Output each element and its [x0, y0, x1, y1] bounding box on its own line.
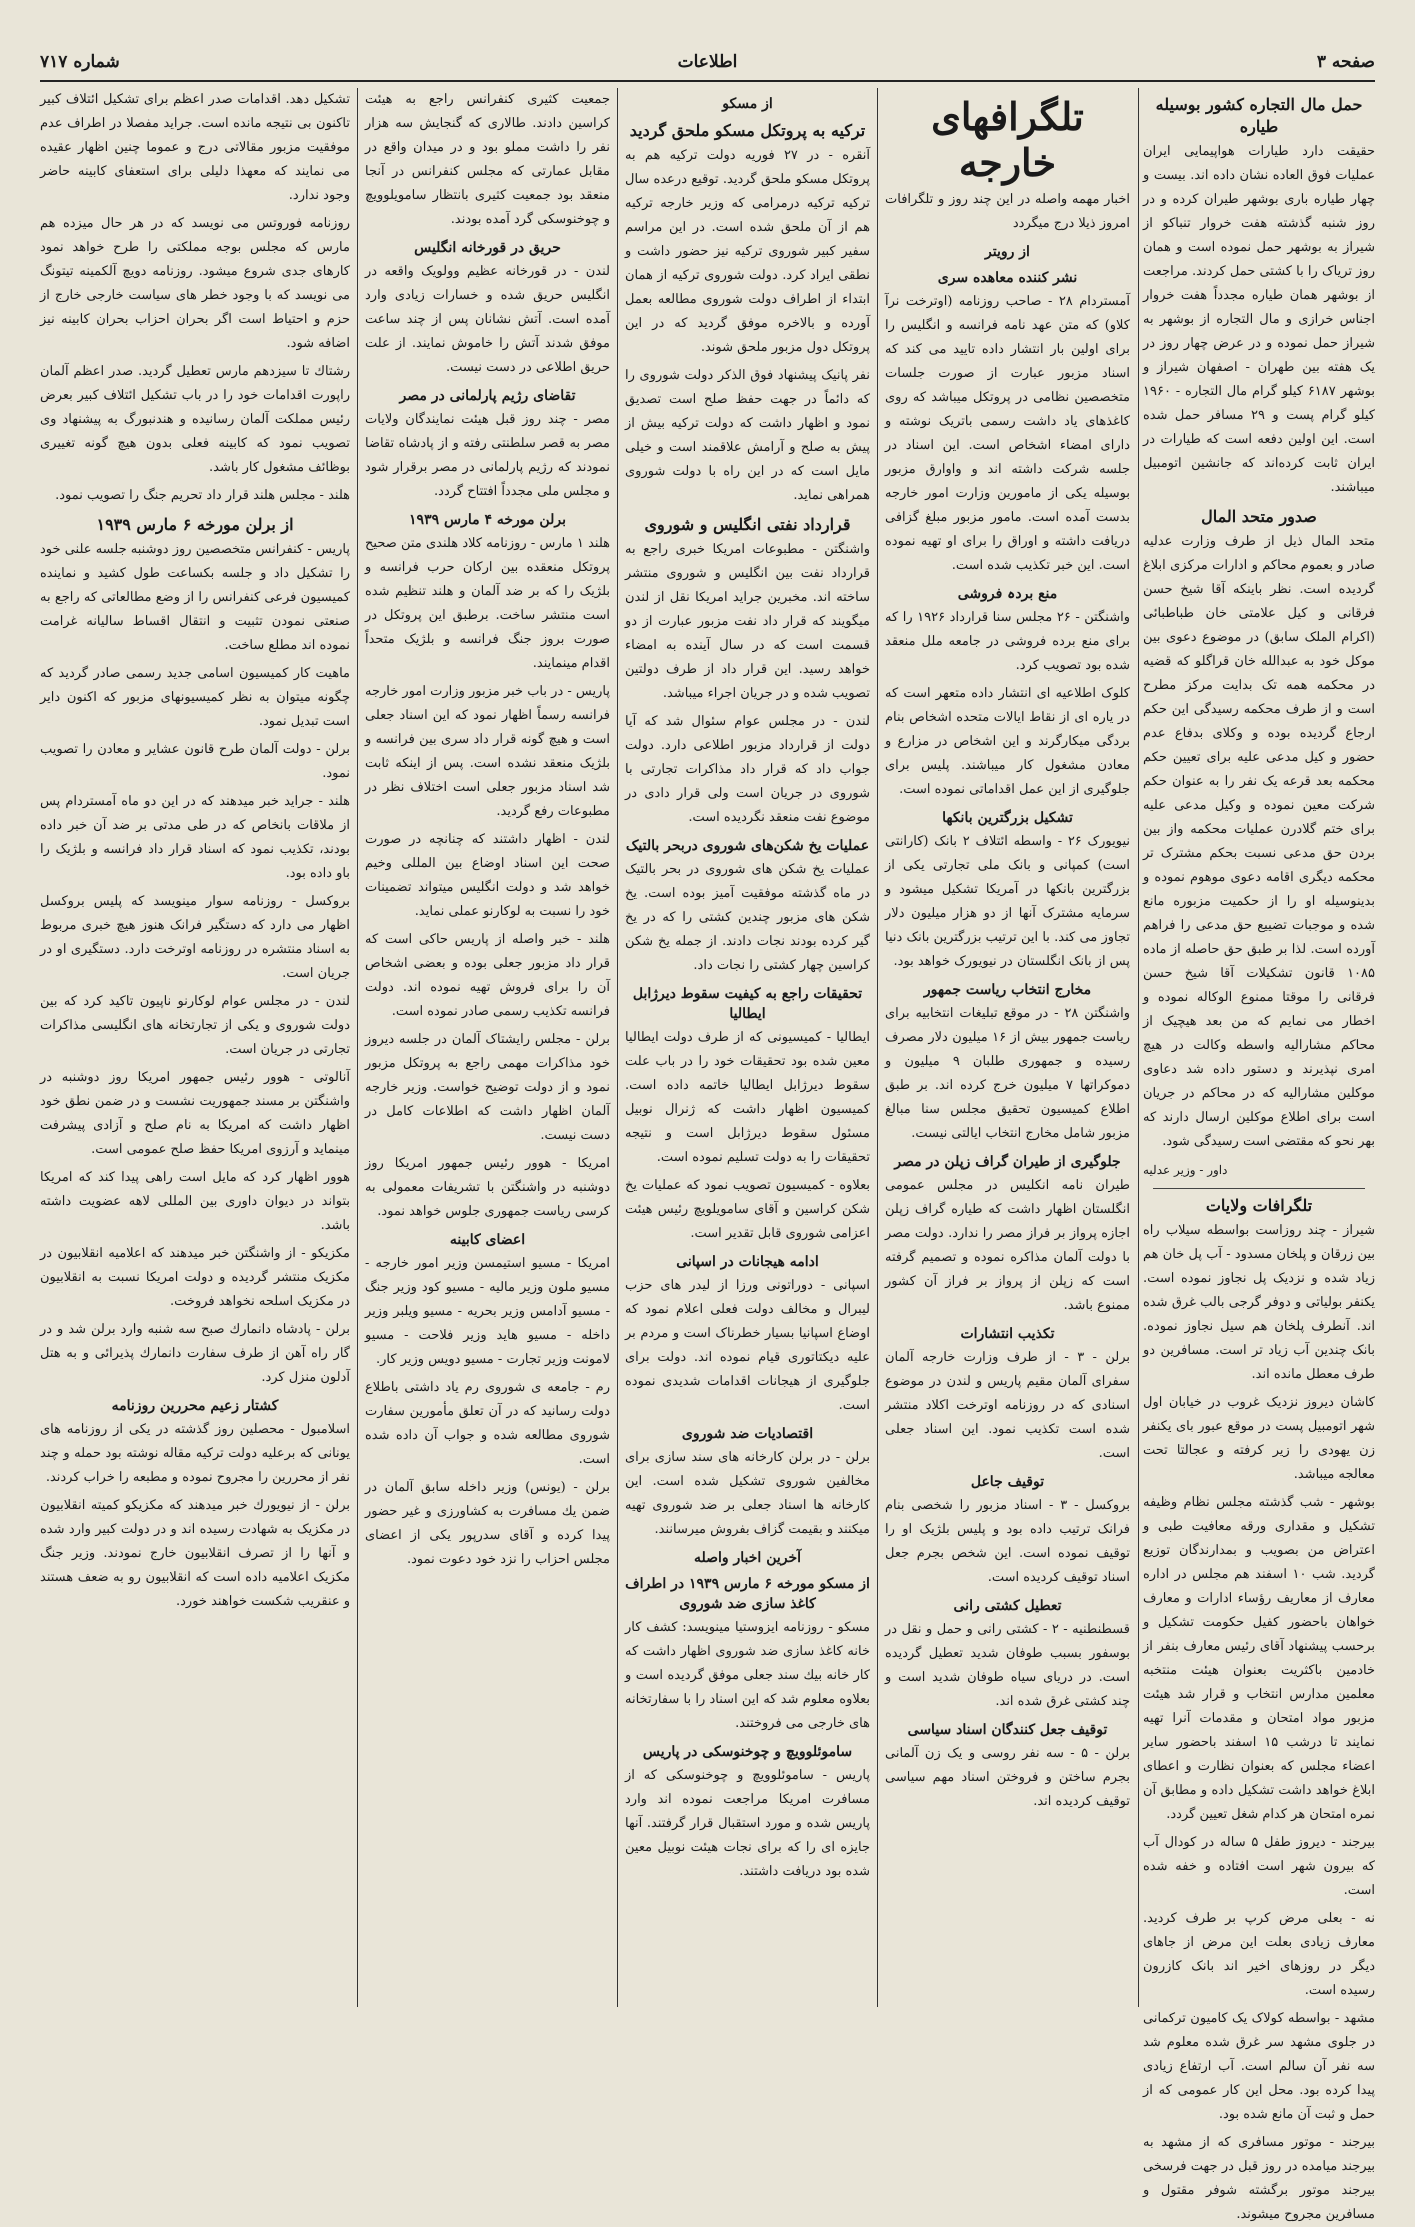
headline: کشتار زعیم محررین روزنامه: [111, 1398, 279, 1414]
headline: تشکیل بزرگترین بانکها: [942, 810, 1073, 826]
article-text: حقیقت دارد طیارات هواپیمایی ایران عملیات فوق العاده نشان داده اند. بیست و چهار طیاره باری بوشهر طیران کرده و در روز شنبه گذشته هفت خروار تنباکو از شیراز به بوشهر حمل نموده است و همان روز تریاک را با کشتی حمل کردند. مراجعت از بوشهر همان طیاره مجدداً هفت خروار اجناس خرازی و مال التجاره از بوشهر به شیراز حمل نموده و در عرض چهار روز در یک هفته بین طهران - اصفهان شیراز و بوشهر ۶۱۸۷ کیلو گرام مال التجاره - ۱۹۶۰ کیلو گرام پست و ۲۹ مسافر حمل شده است. این اولین دفعه است که طیارات در ایران ثابت کرده‌اند که جانشین اتومبیل میباشند.: [1143, 144, 1375, 495]
headline: ادامه هیجانات در اسپانی: [676, 1254, 819, 1270]
article-text: کاشان دیروز نزدیک غروب در خیابان اول شهر اتومبیل پست در موقع عبور بای یکنفر زن یهودی را زیر کرفته و عجالتا تحت معالجه میباشد.: [1143, 1395, 1375, 1482]
article-text: بروکسل - ۳ - اسناد مزبور را شخصی بنام فرانک ترتیب داده بود و پلیس بلژیک او را توقیف نموده است. این شخص بجرم جعل اسناد توقیف کردیده است.: [885, 1498, 1131, 1585]
article-text: هلند - مجلس هلند قرار داد تحریم جنگ را تصویب نمود.: [55, 488, 350, 503]
headline: جلوگیری از طیران گراف زپلن در مصر: [894, 1154, 1121, 1170]
article-text: بوشهر - شب گذشته مجلس نظام وظیفه تشکیل و مقداری ورقه معافیت طبی و اعتراض من بصویب و بمدارندگان توزیع گردید. شب ۱۰ اسفند هم مجلس در اداره معارف از معاریف رؤساء ادارات و معارف خواهان باحضور کفیل حکومت تشکیل و برحسب پیشنهاد آقای رئیس معارف بنفر از خادمین باکثریت بعنوان هیئت منتخبه معلمین مدارس انتخاب و قرار شد هیئت مزبور مواد امتحان و مقدمات آنرا تهیه نمایند تا درشب ۱۵ اسفند باحضور سایر اعضاء مجلس که بعنوان نظارت و اعطای ابلاغ خواهد داشت تشکیل داده و مطابق آن نمره امتحان هر کدام شغل تعیین گردد.: [1143, 1495, 1375, 1822]
article-text: رشتاك تا سیزدهم مارس تعطیل گردید. صدر اعظم آلمان راپورت اقدامات خود را در باب تشکیل ائتلاف کبیر بعرض رئیس مملکت آلمان رسانیده و هندنبورگ به پیشنهاد وی تصویب نمود که کابینه فعلی بدون هیچ گونه تغییری بوظائف مشغول کار باشد.: [40, 364, 350, 475]
article-text: بیرجند - دیروز طفل ۵ ساله در کودال آب که بیرون شهر است افتاده و خفه شده است.: [1143, 1835, 1376, 1898]
article-text: بروکسل - روزنامه سوار مینویسد که پلیس بروکسل اظهار می دارد که دستگیر فرانک هنوز هیچ خبری مربوط به اسناد منتشره در روزنامه اوترخت دارد. دستگیری او در جریان است.: [40, 894, 350, 981]
headline: اقتصادیات ضد شوروی: [681, 1426, 814, 1442]
column-3: [625, 88, 870, 2007]
article-text: اسلامبول - محصلین روز گذشته در یکی از روزنامه های یونانی که برعلیه دولت ترکیه مقاله نوشته بود حمله و چند نفر از محررین را مجروح نموده و مطبعه را خراب کردند.: [40, 1422, 350, 1485]
article-text: آنالوتی - هوور رئیس جمهور امریکا روز دوشنبه در واشنگتن بر مسند جمهوریت نشست و در ضمن نطق خود اظهار داشت که امریکا به نام صلح و آزادی پیشرفت مینماید و آرزوی امریکا حفظ صلح عمومی است.: [40, 1070, 350, 1157]
article-text: برلن - مجلس رایشتاک آلمان در جلسه دیروز خود مذاکرات مهمی راجع به پروتکل مزبور نمود و از دولت توضیح خواست. وزیر خارجه آلمان اظهار داشت که اطلاعات کامل در دست نیست.: [365, 1032, 610, 1143]
headline: ساموئلوویچ و چوخنوسکی در پاریس: [642, 1744, 853, 1760]
article-text: پاریس - ساموئلوویچ و چوخنوسکی که از مسافرت امریکا مراجعت نموده اند وارد پاریس شده و مورد استقبال قرار گرفتند. آنها جایزه ای را که برای نجات هیئت نوبیل معین شده بود دریافت داشتند.: [625, 1768, 870, 1879]
article-text: برلن - پادشاه دانمارك صبح سه شنبه وارد برلن شد و در گار راه آهن از طرف سفارت دانمارك پذیرائی و به هتل آدلون منزل کرد.: [40, 1322, 350, 1385]
column-rule: [877, 88, 878, 2007]
article-text: برلن - ۳ - از طرف وزارت خارجه آلمان سفرای آلمان مقیم پاریس و لندن در موضوع اسنادی که در روزنامه اوترخت اکلاد منتشر شده است تکذیب نمود. این اسناد جعلی است.: [885, 1350, 1130, 1461]
article-text: واشنگتن - مطبوعات امریکا خبری راجع به قرارداد نفت بین انگلیس و شوروی منتشر ساخته اند. مخبرین جراید امریکا نقل از لندن میگویند که قرار داد نفت مزبور عبارت از دو قسمت است که در سال آینده به امضاء خواهد رسید. این قرار داد از طرف دولتین تصویب شده و در جریان اجراء میباشد.: [625, 542, 870, 701]
article-text: آنقره - در ۲۷ فوریه دولت ترکیه هم به پروتکل مسکو ملحق گردید. توقیع درعده سال ترکیه ترکیه درمرامی که وزیر خارجه ترکیه هم از آن ملحق شده است. در این مراسم سفیر کبیر شوروی ترکیه نیز حضور داشت و نطقی ایراد کرد. دولت شوروی ترکیه از همان ابتداء از اطراف دولت شوروی مطالعه بعمل آورده و بالاخره موفق گردید که در این پروتکل دول مزبور ملحق شوند.: [625, 148, 871, 355]
section-label: از مسکو: [722, 96, 773, 112]
article-text: برلن - (یونس) وزیر داخله سابق آلمان در ضمن یك مسافرت به کشاورزی و غیر حضور پیدا کرده و آقای سدرپور یکی از اعضای مجلس احزاب را نزد خود دعوت نمود.: [365, 1480, 610, 1567]
paper-name: اطلاعات: [677, 52, 738, 72]
headline: مخارج انتخاب ریاست جمهور: [923, 982, 1092, 998]
article-text: واشنگتن ۲۸ - در موقع تبلیغات انتخابیه برای ریاست جمهور بیش از ۱۶ میلیون دلار مصرف رسیده و جمهوری طلبان ۹ میلیون و دموکراتها ۷ میلیون خرج کرده اند. بر طبق اطلاع کمیسیون تحقیق مجلس سنا مبالغ مزبور شامل مخارج انتخاب ایالتی نیست.: [885, 1006, 1130, 1141]
headline: حریق در قورخانه انگلیس: [414, 240, 561, 256]
article-text: هلند - خبر واصله از پاریس حاکی است که قرار داد مزبور جعلی بوده و بعضی اشخاص آن را برای فروش تهیه نموده اند. دولت فرانسه تکذیب رسمی صادر نموده است.: [365, 932, 610, 1019]
column-5: [40, 88, 350, 2007]
article-text: امریکا - هوور رئیس جمهور امریکا روز دوشنبه در واشنگتن با تشریفات معمولی به کرسی ریاست جمهوری جلوس خواهد نمود.: [365, 1156, 610, 1219]
issue-number: شماره ۷۱۷: [40, 52, 120, 72]
headline: ترکیه به پروتکل مسکو ملحق گردید: [629, 121, 866, 140]
article-text: هلند - جراید خبر میدهند که در این دو ماه آمستردام پس از ملاقات بانخاص که در طی مدتی بر ضد آن خبر داده بودند، تکذیب نمود که اسناد قرار داد فرانسه و بلژیک را باو داده بود.: [40, 794, 350, 881]
column-4: [365, 88, 610, 2007]
masthead: [40, 48, 1375, 82]
headline: برلن مورخه ۴ مارس ۱۹۳۹: [409, 512, 566, 528]
article-text: واشنگتن - ۲۶ مجلس سنا قرارداد ۱۹۲۶ را که برای منع برده فروشی در جامعه ملل منعقد شده بود تصویب کرد.: [885, 610, 1130, 673]
article-text: طیران نامه انکلیس در مجلس عمومی انگلستان اظهار داشت که طیاره گراف زپلن اجازه پرواز بر فراز مصر را ندارد. دولت مصر با دولت آلمان مذاکره نموده و تصمیم گرفته است که زپلن از پرواز بر فراز آن کشور ممنوع باشد.: [885, 1178, 1130, 1313]
article-text: برلن - دولت آلمان طرح قانون عشایر و معادن را تصویب نمود.: [40, 742, 350, 781]
article-text: متحد المال ذیل از طرف وزارت عدلیه صادر و بعموم محاکم و ادارات مرکزی ابلاغ گردیده است. نظر باینکه آقا شیخ حسن فرقانی و کیل علامتی خان طباطبائی (اکرام الملک سابق) در موضوع دعوی بین موکل خود به عبدالله خان قراگلو که قضیه در محکمه همه تک بدایت مرکز مطرح است و از طرف محکمه رسیدگی این حکم ارجاع گردیده بوده و وکلای بدفاع عدم حضور و کیل مدعی علیه برای تعیین حکم محکمه بعد قرعه یک نفر را به عنوان حکم شرکت معین نموده و وکیل مدعی علیه برای ختم گلادرن عملیات محکمه واز بین بردن حق مدعی نسبت بحکم مشترک تر محکمه دیگری اقامه دعوی موهوم نموده و بدینوسیله او را از حکمیت مزبوره مانع شده و موجبات تضییع حق مدعی را فراهم آورده است. لذا بر طبق حق حاصله از ماده ۱۰۸۵ قانون تشکیلات آقا شیخ حسن فرقانی را موقتا ممنوع الوکاله نموده و اخطار می نمایم که من بعد هیچیک از محاکم مشارالیه واسطه وکالت در هیچ امری نپذیرند و دستور داده شد دعاوی موکلین مشارالیه که در محاکم در جریان است برای اطلاع موکلین ارسال دارند که بهر نحو که مقتضی است رسیدگی شود.: [1143, 534, 1375, 1149]
column-1: [1143, 88, 1376, 2222]
article-text: اسپانی - دوراتونی ورزا از لیدر های حزب لیبرال و مخالف دولت فعلی اعلام نمود که اوضاع اسپانیا بسیار خطرناک است و مردم بر علیه دیکتاتوری قیام نموده اند. دولت برای جلوگیری از هیجانات اقدامات شدیدی نموده است.: [625, 1278, 870, 1413]
article-text: عملیات یخ شکن های شوروی در بحر بالتیک در ماه گذشته موفقیت آمیز بوده است. یخ شکن های مزبور چندین کشتی را که در یخ گیر کرده بودند نجات دادند. از جمله یخ شکن کراسین چهار کشتی را نجات داد.: [625, 862, 870, 973]
headline: حمل مال التجاره کشور بوسیله طیاره: [1155, 95, 1363, 136]
column-rule: [617, 88, 618, 2007]
article-text: امریکا - مسیو استیمسن وزیر امور خارجه - مسیو ملون وزیر مالیه - مسیو کود وزیر جنگ - مسیو آدامس وزیر بحریه - مسیو ویلبر وزیر داخله - مسیو هاید وزیر فلاحت - مسیو لامونت وزیر تجارت - مسیو دویس وزیر کار.: [365, 1256, 610, 1367]
article-text: مکزیکو - از واشنگتن خبر میدهند که اعلامیه انقلابیون در مکزیک منتشر گردیده و دولت امریکا نسبت به انقلابیون در مکزیک اسلحه نخواهد فروخت.: [40, 1246, 350, 1309]
article-text: لندن - در قورخانه عظیم وولویک واقعه در انگلیس حریق شده و خسارات زیادی وارد آمده است. آتش نشانان پس از چند ساعت موفق شدند آتش را خاموش نمایند. از علت حریق اطلاعی در دست نیست.: [365, 264, 610, 375]
divider: [1153, 1188, 1365, 1189]
article-text: ایطالیا - کمیسیونی که از طرف دولت ایطالیا معین شده بود تحقیقات خود را در باب علت سقوط دیرژابل ایطالیا خاتمه داده است. کمیسیون اظهار داشت که ژنرال نوبیل مسئول سقوط دیرژابل است و نتیجه تحقیقات را به دولت تسلیم نموده است.: [625, 1030, 870, 1165]
headline: تعطیل کشتی رانی: [953, 1598, 1062, 1614]
signature: داور - وزیر عدلیه: [1143, 1163, 1228, 1177]
article-text: بعلاوه - کمیسیون تصویب نمود که عملیات یخ شکن کراسین و آقای سامویلویچ رئیس هیئت اعزامی شوروی قابل تقدیر است.: [625, 1178, 870, 1241]
headline: تحقیقات راجع به کیفیت سقوط دیرژابل ایطالیا: [632, 986, 863, 1022]
article-text: لندن - اظهار داشتند که چنانچه در صورت صحت این اسناد اوضاع بین المللی وخیم خواهد شد و دولت انگلیس میتواند تضمینات خود را نسبت به لوکارنو عملی نماید.: [365, 832, 610, 919]
headline: تقاضای رژیم پارلمانی در مصر: [399, 388, 576, 404]
headline: قرارداد نفتی انگلیس و شوروی: [644, 515, 851, 534]
headline: منع بردہ فروشی: [957, 586, 1058, 602]
article-text: هلند ۱ مارس - روزنامه کلاد هلندی متن صحیح پروتکل منعقده بین ارکان حرب فرانسه و بلژیک را که بر ضد آلمان و هلند تنظیم شده است منتشر ساخت. برطبق این پروتکل در صورت بروز جنگ فرانسه و بلژیک متحداً اقدام مینمایند.: [365, 536, 610, 671]
source-label: از رویتر: [985, 244, 1030, 260]
article-text: روزنامه فوروتس می نویسد که در هر حال میزده هم مارس که مجلس بوجه مملکتی را طرح خواهد نمود کارهای جدی شروع میشود. روزنامه دویچ آلکمینه تیتونگ می نویسد که با وجود خطر های سیاست خارجی خارج از حزم و احتیاط است اگر بحران احزاب بحران کابینه نیز اضافه شود.: [40, 216, 350, 351]
article-text: آمستردام ۲۸ - صاحب روزنامه (اوترخت نرآ کلاو) که متن عهد نامه فرانسه و انگلیس را برای اولین بار انتشار داده تایید می کند که اسناد مزبور عبارت از صورت جلسات متخصصین نظامی در پروتکل میباشد که روی کاغذهای یاد داشت رسمی باتریک نوشته و دارای امضاء اشخاص است. این اسناد در جلسه شرکت داشته اند و واوارق مزبور بوسیله یکی از مامورین وزارت امور خارجه بدست آمده است. مامور مزبور مبلغ گزافی دریافت داشته و اوراق را برای او تهیه نموده است. این خبر تکذیب شده است.: [885, 294, 1130, 573]
article-text: ماهیت کار کمیسیون اسامی جدید رسمی صادر گردید که چگونه میتوان به نظر کمیسیونهای مزبور که اکنون دایر است تبدیل نمود.: [40, 666, 350, 729]
article-text: اخبار مهمه واصله در این چند روز و تلگرافات امروز ذیلا درج میگردد: [885, 192, 1130, 231]
article-text: پاریس - در باب خبر مزبور وزارت امور خارجه فرانسه رسماً اظهار نمود که این اسناد جعلی است و هیچ گونه قرار داد سری بین فرانسه و بلژیک منعقد نشده است. پس از اینکه ثابت شد اسناد مزبور جعلی است اختلاف نظر در مطبوعات رفع گردید.: [365, 684, 610, 819]
headline: اعضای کابینه: [449, 1232, 526, 1248]
headline: توقیف جعل کنندگان اسناد سیاسی: [907, 1722, 1108, 1738]
article-text: کلوک اطلاعیه ای انتشار داده متعهر است که در یاره ای از نقاط ایالات متحده اشخاص بنام بردگی میکارگرند و این اشخاص در مزارع و معادن مشغول کار میباشند. پلیس برای جلوگیری از این عمل اقداماتی نموده است.: [885, 686, 1130, 797]
column-rule: [1138, 88, 1139, 2007]
article-text: مصر - چند روز قبل هیئت نمایندگان ولایات مصر به قصر سلطنتی رفته و از پادشاه تقاضا نمودند که رژیم پارلمانی در مصر برقرار شود و مجلس ملی مجدداً افتتاح گردد.: [365, 412, 610, 499]
headline: صدور متحد المال: [1201, 507, 1317, 526]
article-text: رم - جامعه ی شوروی رم یاد داشتی باطلاع دولت رسانید که در آن تعلق مأمورین سفارت شوروی مطالعه شده و جواب آن داده شده است.: [365, 1380, 610, 1467]
headline: توقیف جاعل: [970, 1474, 1045, 1490]
page-number: صفحه ۳: [1316, 52, 1375, 72]
article-text: هوور اظهار کرد که مایل است راهی پیدا کند که امریکا بتواند در دیوان داوری بین المللی لاهه عضویت داشته باشد.: [40, 1170, 350, 1233]
article-text: بیرجند - موتور مسافری که از مشهد به بیرجند میامده در روز قبل در جهت فرسخی بیرجند موتور برگشته شوفر مقتول و مسافرین مجروح میشوند.: [1143, 2135, 1375, 2222]
article-text: لندن - در مجلس عوام لوکارنو ناپیون تاکید کرد که بین دولت شوروی و یکی از تجارتخانه های انگلیسی مذاکرات تجارتی در جریان است.: [40, 994, 350, 1057]
headline: تلگرافات ولایات: [1205, 1196, 1313, 1215]
article-text: لندن - در مجلس عوام سئوال شد که آیا دولت از قرارداد مزبور اطلاعی دارد. دولت جواب داد که قرار داد مذاکرات تجارتی با شوروی در جریان است ولی قرار دادی در موضوع نفت منعقد نگردیده است.: [625, 714, 870, 825]
column-rule: [357, 88, 358, 2007]
headline: نشر کننده معاهده سری: [937, 270, 1078, 286]
article-text: برلن - از نیویورك خبر میدهند که مکزیکو کمیته انقلابیون در مکزیک به شهادت رسیده اند و در دولت کبیر وارد شده و آنها را از تصرف انقلابیون خارج نمودند. وزیر جنگ مکزیک اعلامیه داده است که انقلابیون رو به ضعف هستند و عنقریب شکست خواهند خورد.: [40, 1498, 350, 1609]
article-text: مسکو - روزنامه ایزوستیا مینویسد: کشف کار خانه کاغذ سازی ضد شوروی اظهار داشت که کار خانه بیك سند جعلی موفق گردیده است و بعلاوه معلوم شد که این اسناد را با سفارتخانه های خارجی می فروختند.: [625, 1620, 870, 1731]
headline: تکذیب انتشارات: [960, 1326, 1055, 1342]
headline: از برلن مورخه ۶ مارس ۱۹۳۹: [96, 515, 294, 534]
article-text: پاریس - کنفرانس متخصصین روز دوشنبه جلسه علنی خود را تشکیل داد و جلسه بکساعت طول کشید و نماینده کمیسیون فرعی کنفرانس را از وضع مطالعاتی که راجع به صنعتی نمودن تثبیت و انتقال اقساط سالیانه غرامت نموده اند مطلع ساخت.: [40, 542, 350, 653]
headline: عملیات یخ شکن‌های شوروی دربحر بالتیک: [625, 838, 870, 854]
article-text: برلن - در برلن کارخانه های سند سازی برای مخالفین شوروی تشکیل شده است. این کارخانه ها اسناد جعلی بر ضد شوروی تهیه میکنند و بقیمت گزاف بفروش میرسانند.: [625, 1450, 870, 1537]
article-text: نه - بعلی مرض کرپ بر طرف کردید. معارف زیادی بعلت این مرض از جاهای دیگر در روزهای اخیر اند بانک کازرون رسیده است.: [1143, 1911, 1375, 1998]
column-2: [885, 88, 1130, 2007]
section-title: تلگرافهای خارجه: [931, 94, 1084, 185]
article-text: قسطنطنیه - ۲ - کشتی رانی و حمل و نقل در بوسفور بسبب طوفان شدید تعطیل گردیده است. در دریای سیاه طوفان شدید است و چند کشتی غرق شده اند.: [885, 1622, 1130, 1709]
article-text: جمعیت کثیری کنفرانس راجع به هیئت کراسین دادند. طالاری که گنجایش سه هزار نفر را داشت مملو بود و در میدان واقع در مقابل عمارتی که مجلس کنفرانس در آنجا منعقد بود جمعیت کثیری بانتظار سامویلوویچ و چوخنوسکی گرد آمده بودند.: [365, 92, 610, 227]
article-text: برلن - ۵ - سه نفر روسی و یک زن آلمانی بجرم ساختن و فروختن اسناد مهم سیاسی توقیف کردیده اند.: [885, 1746, 1130, 1809]
article-text: مشهد - بواسطه کولاک یک کامیون ترکمانی در جلوی مشهد سر غرق شده معلوم شد سه نفر آن سالم است. آب ارتفاع زیادی پیدا کرده بود. محل این کار عمومی که از حمل و ثبت آن مانع شده بود.: [1143, 2011, 1375, 2122]
article-text: شیراز - چند روزاست بواسطه سیلاب راه بین زرقان و پلخان مسدود - آب پل خان هم زیاد شده و نزدیک پل نجاوز نموده است. یکنفر بولیاتی و دوفر گرجی بالب غرق شده اند. آنطرف پلخان هم سیل نجاوز نموده. بانک چندین آب زیاد تر است. مسافرین دو طرف معطل مانده اند.: [1143, 1223, 1375, 1382]
article-text: نفر پانیک پیشنهاد فوق الذکر دولت شوروی را که دائماً در جهت حفظ صلح است تصدیق نمود و اظهار داشت که دولت ترکیه بیش از پیش به صلح و آرامش علاقمند است و خیلی مایل است که در این راه با دولت شوروی همراهی نماید.: [625, 368, 870, 503]
article-text: تشکیل دهد. اقدامات صدر اعظم برای تشکیل ائتلاف کبیر تاکنون بی نتیجه مانده است. جراید مفصلا در اطراف عدم موفقیت مزبور مقالاتی درج و عموما چنین اظهار عقیده می نمایند که معهذا دلیلی برای استعفای کابینه حاضر وجود ندارد.: [40, 92, 350, 203]
headline: آخرین اخبار واصله: [693, 1550, 802, 1566]
headline: از مسکو مورخه ۶ مارس ۱۹۳۹ در اطراف کاغذ سازی ضد شوروی: [625, 1576, 870, 1612]
article-text: نیویورک ۲۶ - واسطه ائتلاف ۲ بانک (کارانتی است) کمپانی و بانک ملی تجارتی یکی از بزرگترین بانکها در آمریکا تشکیل میشود و سرمایه مشترک آنها از دو هزار میلیون دلار تجاوز می کند. با این ترتیب بزرگترین بانک دنیا پس از بانک انگلستان در نیویورک خواهد بود.: [885, 834, 1131, 969]
